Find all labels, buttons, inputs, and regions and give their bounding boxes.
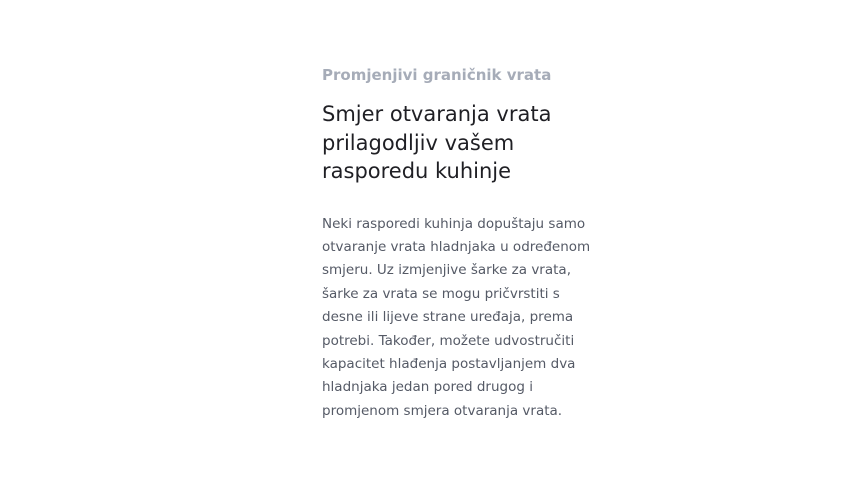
- feature-description: Neki rasporedi kuhinja dopuštaju samo otvaranje vrata hladnjaka u određenom smjeru. Uz izmjenjive šarke za vrata, šarke za vrata se mogu pričvrstiti s desne ili lijeve strane uređaja, prema potrebi. Također, možete udvostručiti kapacitet hlađenja postavljanjem dva hladnjaka jedan pored drugog i promjenom smjera otvaranja vrata.: [322, 215, 591, 419]
- feature-headline: Smjer otvaranja vrata prilagodljiv vašem rasporedu kuhinje: [322, 102, 552, 183]
- feature-eyebrow: Promjenjivi graničnik vrata: [322, 66, 552, 84]
- feature-section: [322, 64, 602, 423]
